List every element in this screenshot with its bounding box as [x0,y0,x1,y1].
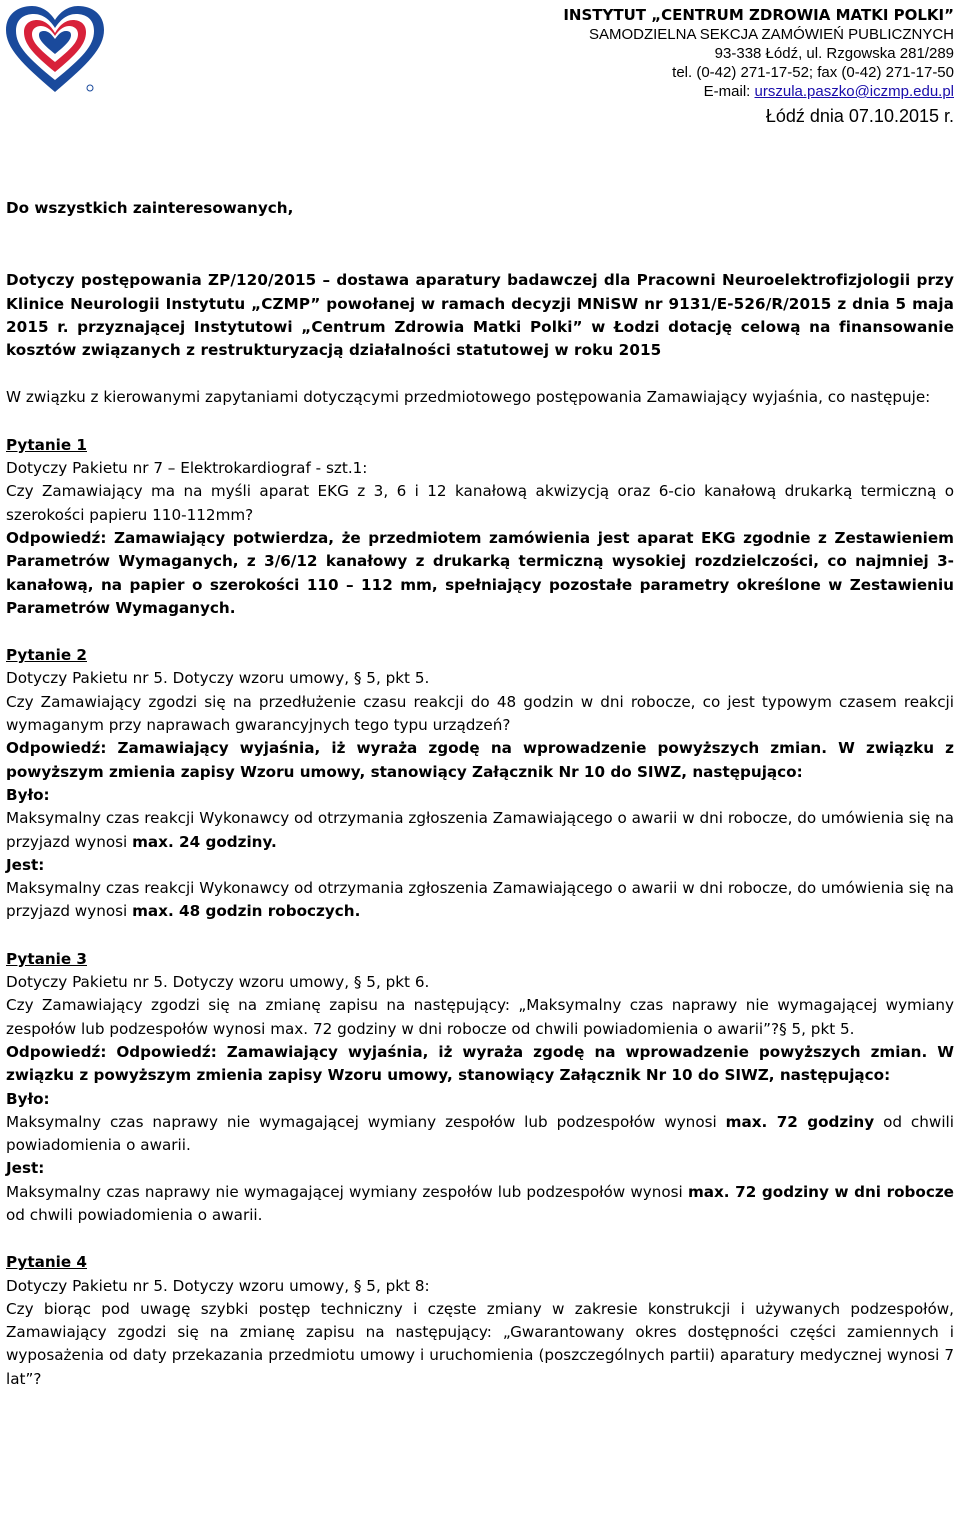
greeting: Do wszystkich zainteresowanych, [6,199,294,217]
institute-logo [4,4,106,96]
question-2-is [6,877,954,924]
question-4-concerns: Dotyczy Pakietu nr 5. Dotyczy wzoru umowy, § 5, pkt 8: [6,1276,430,1295]
question-3-is-text: Maksymalny czas naprawy nie wymagającej wymiany zespołów lub podzespołów wynosi [6,1182,688,1201]
question-3-was-tail: od chwili powiadomienia o awarii. [6,1112,954,1155]
question-2-title: Pytanie 2 [6,646,87,665]
question-3-is-tail: od chwili powiadomienia o awarii. [6,1205,263,1224]
question-1-title: Pytanie 1 [6,435,87,454]
question-2-answer: Odpowiedź: Zamawiający wyjaśnia, iż wyraża zgodę na wprowadzenie powyższych zmian. W związku z powyższym zmienia zapisy Wzoru umowy, stanowiący Załącznik Nr 10 do SIWZ, następująco: [6,739,954,781]
question-2-is-bold: max. 48 godzin roboczych. [132,902,361,921]
email-line [563,82,954,101]
question-3-was [6,1111,954,1158]
institution-name: INSTYTUT „CENTRUM ZDROWIA MATKI POLKI” [563,6,954,24]
question-3-was-text: Maksymalny czas naprawy nie wymagającej wymiany zespołów lub podzespołów wynosi [6,1112,726,1131]
question-3-is [6,1181,954,1228]
question-2-text: Czy Zamawiający zgodzi się na przedłużenie czasu reakcji do 48 godzin w dni robocze, co jest typowym czasem reakcji wymaganym przy naprawach gwarancyjnych tego typu urządzeń? [6,692,954,735]
letter-date: Łódź dnia 07.10.2015 r. [765,106,954,126]
question-4-text: Czy biorąc pod uwagę szybki postęp techniczny i częste zmiany w zakresie konstrukcji i używanych podzespołów, Zamawiający zgodzi się na zmianę zapisu na następujący: „Gwarantowany okres dostępności części zamiennych i wyposażenia od daty przekazania przedmiotu umowy i uruchomienia (poszczególnych partii) aparatury medycznej wynosi 7 lat”? [6,1299,954,1388]
question-2-concerns: Dotyczy Pakietu nr 5. Dotyczy wzoru umowy, § 5, pkt 5. [6,669,430,688]
phone-fax: tel. (0-42) 271-17-52; fax (0-42) 271-17-50 [672,64,954,81]
question-2-was-label: Było: [6,785,50,804]
question-3-was-bold: max. 72 godziny [725,1112,875,1131]
question-2-is-label: Jest: [6,855,45,874]
question-1-concerns: Dotyczy Pakietu nr 7 – Elektrokardiograf - szt.1: [6,459,368,478]
question-2-was [6,807,954,854]
letterhead [563,6,954,101]
question-4-title: Pytanie 4 [6,1253,87,1272]
question-3-text: Czy Zamawiający zgodzi się na zmianę zapisu na następujący: „Maksymalny czas naprawy nie wymagającej wymiany zespołów lub podzespołów wynosi max. 72 godziny w dni robocze od chwili powiadomienia o awarii”?§ 5, pkt 5. [6,996,954,1038]
question-3-was-label: Było: [6,1089,50,1108]
email-link[interactable]: urszula.paszko@iczmp.edu.pl [754,83,954,100]
section-name: SAMODZIELNA SEKCJA ZAMÓWIEŃ PUBLICZNYCH [588,26,954,43]
intro: W związku z kierowanymi zapytaniami dotyczącymi przedmiotowego postępowania Zamawiający wyjaśnia, co następuje: [6,388,931,407]
address: 93-338 Łódź, ul. Rzgowska 281/289 [714,45,954,62]
email-label: E-mail: [703,83,755,100]
question-3-is-bold: max. 72 godziny w dni robocze [687,1182,954,1201]
heart-logo-icon [4,4,106,96]
question-1-text: Czy Zamawiający ma na myśli aparat EKG z 3, 6 i 12 kanałową akwizycją oraz 6-cio kanałową drukarką termiczną o szerokości papieru 110-112mm? [6,482,954,524]
question-3-title: Pytanie 3 [6,949,87,968]
question-2-is-text: Maksymalny czas reakcji Wykonawcy od otrzymania zgłoszenia Zamawiającego o awarii w dni robocze, do umówienia się na przyjazd wynosi [6,879,954,921]
question-1-answer: Odpowiedź: Zamawiający potwierdza, że przedmiotem zamówienia jest aparat EKG zgodnie z Zestawieniem Parametrów Wymaganych, z 3/6/12 kanałowy z drukarką termiczną wysokiej rozdzielczości, co najmniej 3-kanałową, na papier o szerokości 110 – 112 mm, spełniający pozostałe parametry określone w Zestawieniu Parametrów Wymaganych. [6,528,954,617]
letter-body [6,197,954,1391]
question-3-concerns: Dotyczy Pakietu nr 5. Dotyczy wzoru umowy, § 5, pkt 6. [6,973,430,992]
question-2-was-text: Maksymalny czas reakcji Wykonawcy od otrzymania zgłoszenia Zamawiającego o awarii w dni robocze, do umówienia się na przyjazd wynosi [6,809,954,851]
subject: Dotyczy postępowania ZP/120/2015 – dostawa aparatury badawczej dla Pracowni Neuroelektrofizjologii przy Klinice Neurologii Instytutu „CZMP” powołanej w ramach decyzji MNiSW nr 9131/E-526/R/2015 z dnia 5 maja 2015 r. przyznającej Instytutowi „Centrum Zdrowia Matki Polki” w Łodzi dotację celową na finansowanie kosztów związanych z restrukturyzacją działalności statutowej w roku 2015 [6,271,954,360]
question-3-answer: Odpowiedź: Odpowiedź: Zamawiający wyjaśnia, iż wyraża zgodę na wprowadzenie powyższych zmian. W związku z powyższym zmienia zapisy Wzoru umowy, stanowiący Załącznik Nr 10 do SIWZ, następująco: [6,1042,954,1085]
question-3-is-label: Jest: [6,1159,45,1178]
question-2-was-bold: max. 24 godziny. [132,832,277,851]
